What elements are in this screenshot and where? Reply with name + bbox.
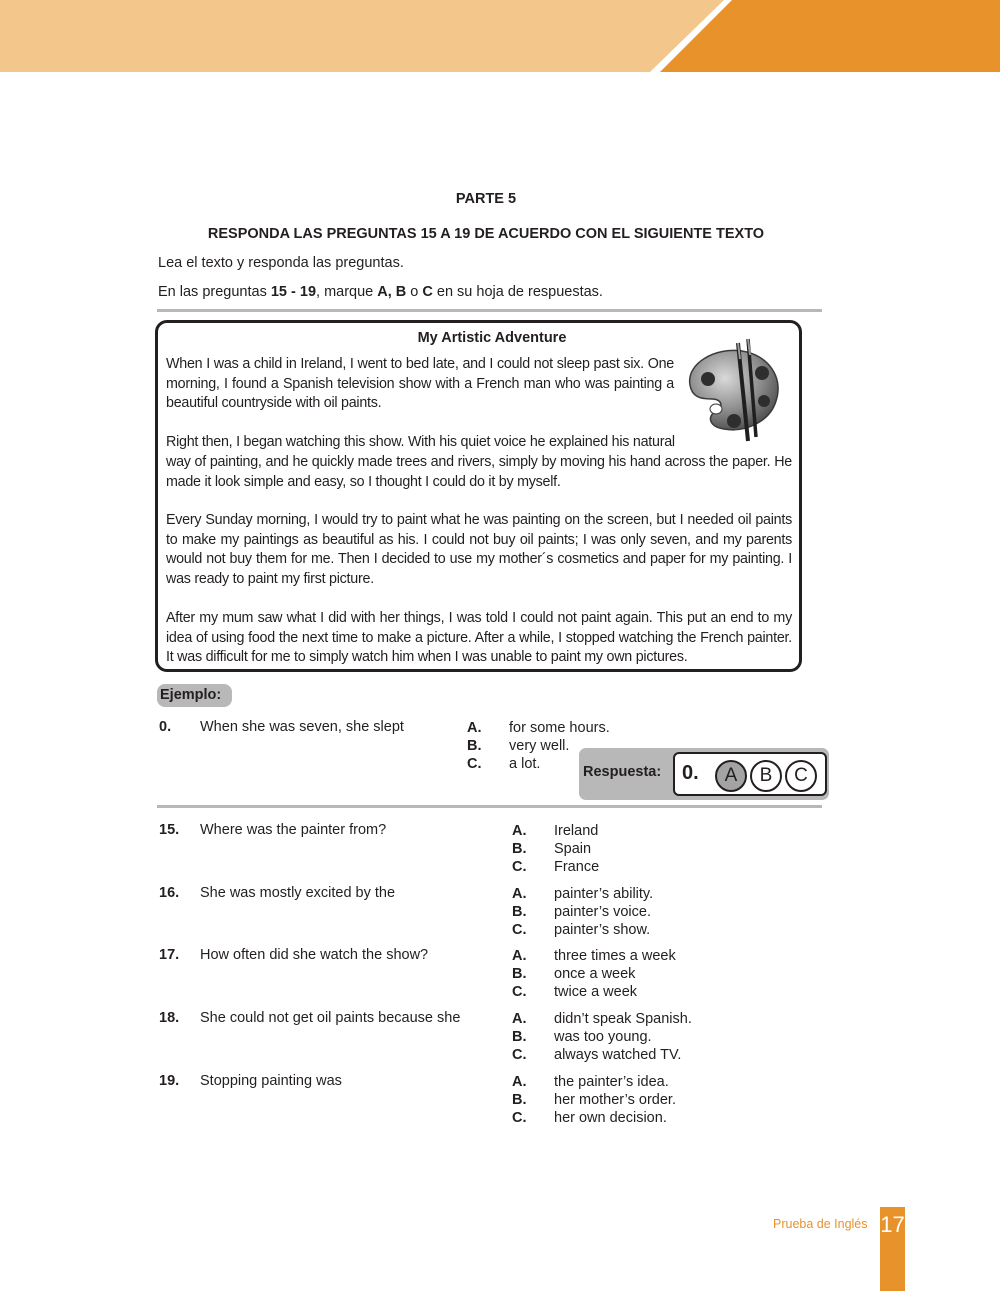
answer-example-box <box>579 748 829 800</box>
story-title: My Artistic Adventure <box>417 330 567 346</box>
option-a[interactable]: A. the painter’s idea. <box>512 1074 669 1090</box>
answer-bubble-c: C <box>785 760 817 792</box>
story-paragraph-4: After my mum saw what I did with her things, I was told I could not paint again. This put an end to my idea of using food the next time to make a picture. After a while, I stopped watching the French painter. It was difficult for me to simply watch him when I was unable to paint my own pictures. <box>166 610 792 666</box>
footer-label: Prueba de Inglés <box>773 1217 868 1231</box>
question-options <box>512 885 653 940</box>
answer-sheet <box>673 752 827 796</box>
paint-palette-icon <box>676 333 788 445</box>
answer-bubble-a: A <box>715 760 747 792</box>
option-b[interactable]: B. was too young. <box>512 1029 652 1046</box>
question-number: 17. <box>159 947 180 963</box>
answer-label: Respuesta: <box>583 764 662 780</box>
option-a[interactable]: A. painter’s ability. <box>512 886 654 902</box>
option-b[interactable]: B. her mother’s order. <box>512 1092 676 1109</box>
option-a[interactable]: A. three times a week <box>512 948 676 964</box>
option-b[interactable]: B. painter’s voice. <box>512 904 651 921</box>
story-paragraph-2a: Right then, I began watching this show. With his quiet voice he explained his natural <box>166 434 675 450</box>
story-paragraph-1: When I was a child in Ireland, I went to bed late, and I could not sleep past six. One morning, I found a Spanish television show with a French man who was painting a beautiful countryside with oil paints. <box>166 356 674 412</box>
option-c[interactable]: C. painter’s show. <box>512 922 651 939</box>
answer-bubble-b: B <box>750 760 782 792</box>
question-options <box>512 1073 676 1128</box>
answer-number: 0. <box>682 762 699 784</box>
option-c[interactable]: C. twice a week <box>512 984 638 1001</box>
example-option-c: C. a lot. <box>467 756 541 773</box>
story-paragraph-2b: way of painting, and he quickly made trees and rivers, simply by moving his hand across the paper. He made it look simple and easy, so I thought I could do it by myself. <box>166 454 792 490</box>
page-number-tab <box>880 1207 905 1291</box>
instruction-line-1: Lea el texto y responda las preguntas. <box>158 255 404 271</box>
divider-bottom <box>157 805 822 808</box>
question-text: She was mostly excited by the <box>200 885 396 901</box>
question-number: 18. <box>159 1010 180 1026</box>
header-banner <box>0 0 1000 72</box>
example-question: When she was seven, she slept <box>200 719 404 735</box>
question-text: How often did she watch the show? <box>200 947 429 963</box>
option-a[interactable]: A. Ireland <box>512 823 599 839</box>
question-options <box>512 947 676 1002</box>
option-c[interactable]: C. always watched TV. <box>512 1047 682 1064</box>
question-options <box>512 1010 692 1065</box>
option-b[interactable]: B. once a week <box>512 966 636 983</box>
question-options <box>512 822 599 877</box>
question-number: 19. <box>159 1073 180 1089</box>
example-option-a: A. for some hours. <box>467 720 610 736</box>
option-a[interactable]: A. didn’t speak Spanish. <box>512 1011 692 1027</box>
example-number: 0. <box>159 719 172 735</box>
option-c[interactable]: C. France <box>512 859 600 876</box>
question-number: 16. <box>159 885 180 901</box>
question-text: She could not get oil paints because she <box>200 1010 461 1026</box>
option-c[interactable]: C. her own decision. <box>512 1110 667 1127</box>
story-box <box>155 320 802 672</box>
story-paragraph-3: Every Sunday morning, I would try to paint what he was painting on the screen, but I needed oil paints to make my paintings as beautiful as his. I could not buy oil paints; I was only seven, and my parents would not buy them for me. Then I decided to use my mother´s cosmetics and paper for my painting. I was ready to paint my first picture. <box>166 512 792 587</box>
question-text: Where was the painter from? <box>200 822 387 838</box>
instruction-title: RESPONDA LAS PREGUNTAS 15 A 19 DE ACUERDO CON EL SIGUIENTE TEXTO <box>207 226 765 242</box>
question-text: Stopping painting was <box>200 1073 342 1089</box>
example-option-b: B. very well. <box>467 738 570 755</box>
question-number: 15. <box>159 822 180 838</box>
instruction-line-2: En las preguntas 15 - 19, marque A, B o C en su hoja de respuestas. <box>158 284 603 300</box>
example-label: Ejemplo: <box>157 684 232 707</box>
option-b[interactable]: B. Spain <box>512 841 592 858</box>
divider-top <box>157 309 822 312</box>
page-number: 17 <box>880 1212 905 1237</box>
part-title: PARTE 5 <box>455 191 517 207</box>
